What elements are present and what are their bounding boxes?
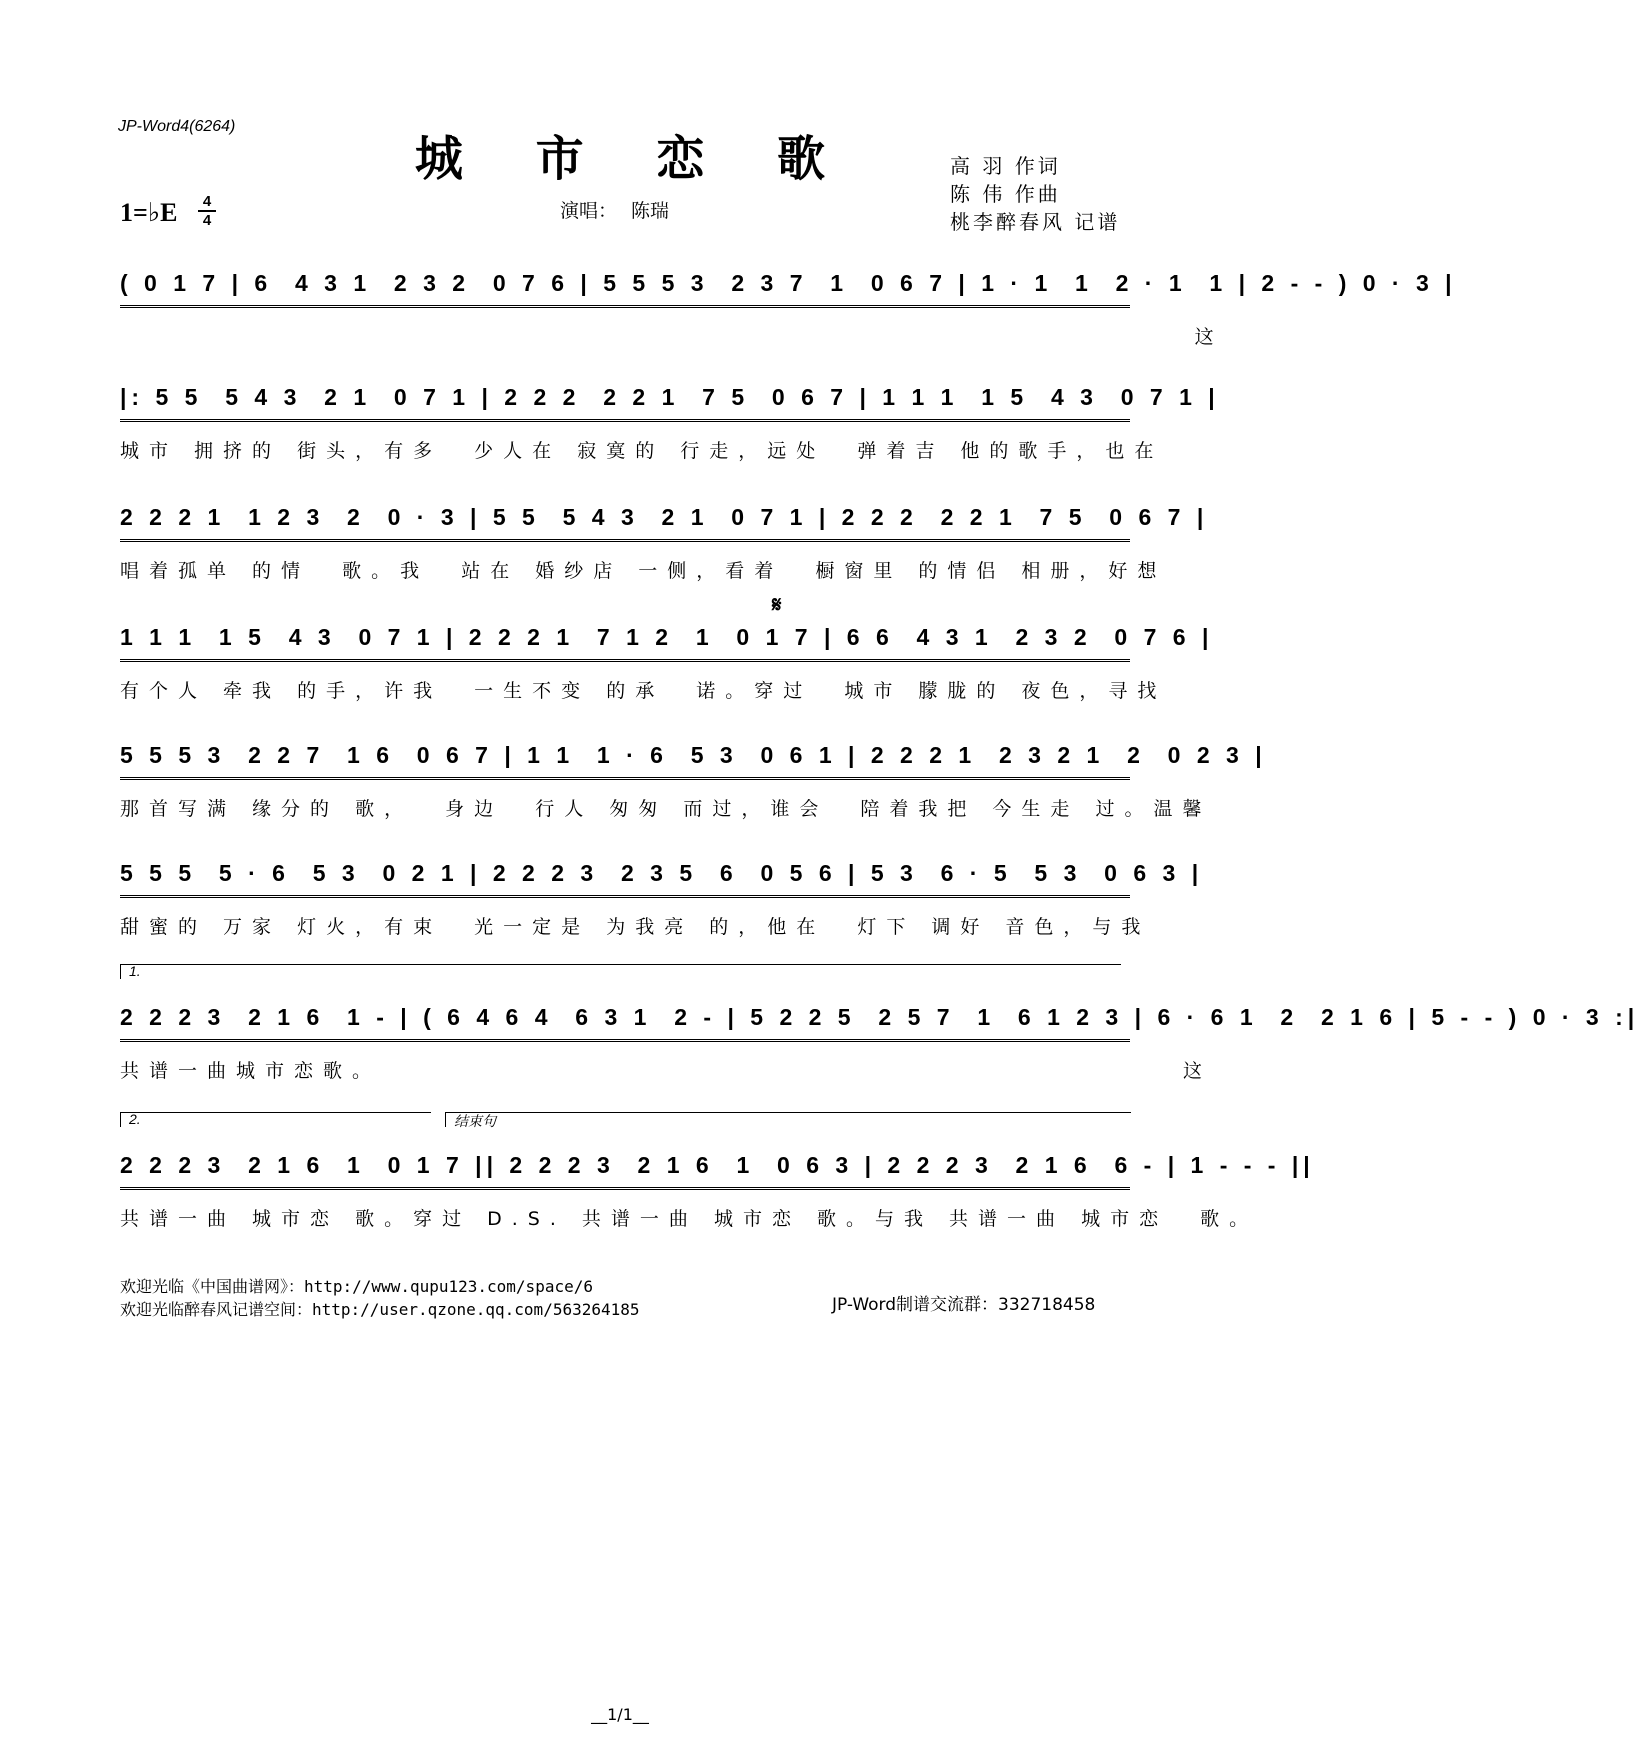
notes-line: 5 5 5 3 2 2 7 1 6 0 6 7 | 1 1 1 · 6 5 3 0 6 1 | 2 2 2 1 2 3 2 1 2 0 2 3 | (120, 742, 1130, 780)
volta-bracket (120, 1112, 431, 1127)
credits (950, 152, 1120, 236)
time-signature (198, 194, 216, 228)
transcriber-credit: 桃李醉春风 记谱 (950, 210, 1121, 234)
footer-link-qzone[interactable]: 欢迎光临醉春风记谱空间：http://user.qzone.qq.com/563264185 (120, 1300, 640, 1319)
lyricist-credit: 高 羽 作词 (950, 154, 1061, 178)
time-denominator: 4 (202, 212, 212, 229)
notes-line: ( 0 1 7 | 6 4 3 1 2 3 2 0 7 6 | 5 5 5 3 2 3 7 1 0 6 7 | 1 · 1 1 2 · 1 1 | 2 - - ) 0 · 3 | (120, 270, 1130, 308)
lyrics-line: 甜蜜的 万家 灯火，有束 光一定是 为我亮 的，他在 灯下 调好 音色，与我 (120, 916, 1151, 938)
page-number: __1/1__ (591, 1705, 649, 1724)
lyrics-line: 唱着孤单 的情 歌。我 站在 婚纱店 一侧，看着 橱窗里 的情侣 相册，好想 (120, 560, 1167, 582)
ending-label: 结束句 (454, 1113, 496, 1129)
lyrics-line: 城市 拥挤的 街头，有多 少人在 寂寞的 行走，远处 弹着吉 他的歌手，也在 (120, 440, 1164, 462)
software-label: JP-Word4(6264) (118, 118, 236, 135)
singer-label: 演唱： (560, 200, 618, 222)
lyrics-line: 那首写满 缘分的 歌， 身边 行人 匆匆 而过，谁会 陪着我把 今生走 过。温馨 (120, 798, 1212, 820)
notes-line: 5 5 5 5 · 6 5 3 0 2 1 | 2 2 2 3 2 3 5 6 0 5 6 | 5 3 6 · 5 5 3 0 6 3 | (120, 860, 1130, 898)
segno-icon: 𝄋 (772, 592, 782, 618)
composer-credit: 陈 伟 作曲 (950, 182, 1061, 206)
lyrics-line: 共谱一曲 城市恋 歌。穿过 D.S. 共谱一曲 城市恋 歌。与我 共谱一曲 城市恋 歌。 (120, 1208, 1259, 1230)
volta-label: 2. (129, 1111, 141, 1127)
key-signature: 1=♭E (120, 198, 178, 227)
time-numerator: 4 (202, 193, 212, 210)
notes-line: 1 1 1 1 5 4 3 0 7 1 | 2 2 2 1 7 1 2 1 0 1 7 | 6 6 4 3 1 2 3 2 0 7 6 | (120, 624, 1130, 662)
footer-link-qupu[interactable]: 欢迎光临《中国曲谱网》：http://www.qupu123.com/space/6 (120, 1277, 593, 1296)
volta-label: 1. (129, 963, 141, 979)
footer-links (120, 1275, 640, 1321)
footer-group: JP-Word制谱交流群：332718458 (832, 1295, 1096, 1315)
song-title: 城 市 恋 歌 (414, 131, 854, 187)
notes-line: 2 2 2 3 2 1 6 1 - | ( 6 4 6 4 6 3 1 2 - | 5 2 2 5 2 5 7 1 6 1 2 3 | 6 · 6 1 2 2 1 6 | 5 - - ) 0 · 3 :| (120, 1004, 1130, 1042)
singer-name: 陈瑞 (631, 200, 670, 222)
lyrics-line: 共谱一曲城市恋歌。 这 (120, 1060, 1212, 1082)
lyrics-line: 有个人 牵我 的手，许我 一生不变 的承 诺。穿过 城市 朦胧的 夜色，寻找 (120, 680, 1167, 702)
lyrics-line: 这 (120, 326, 1224, 348)
ending-bracket (445, 1112, 1131, 1127)
notes-line: 2 2 2 3 2 1 6 1 0 1 7 || 2 2 2 3 2 1 6 1 0 6 3 | 2 2 2 3 2 1 6 6 - | 1 - - - || (120, 1152, 1130, 1190)
notes-line: 2 2 2 1 1 2 3 2 0 · 3 | 5 5 5 4 3 2 1 0 7 1 | 2 2 2 2 2 1 7 5 0 6 7 | (120, 504, 1130, 542)
notes-line: |: 5 5 5 4 3 2 1 0 7 1 | 2 2 2 2 2 1 7 5 0 6 7 | 1 1 1 1 5 4 3 0 7 1 | (120, 384, 1130, 422)
volta-bracket (120, 964, 1121, 979)
